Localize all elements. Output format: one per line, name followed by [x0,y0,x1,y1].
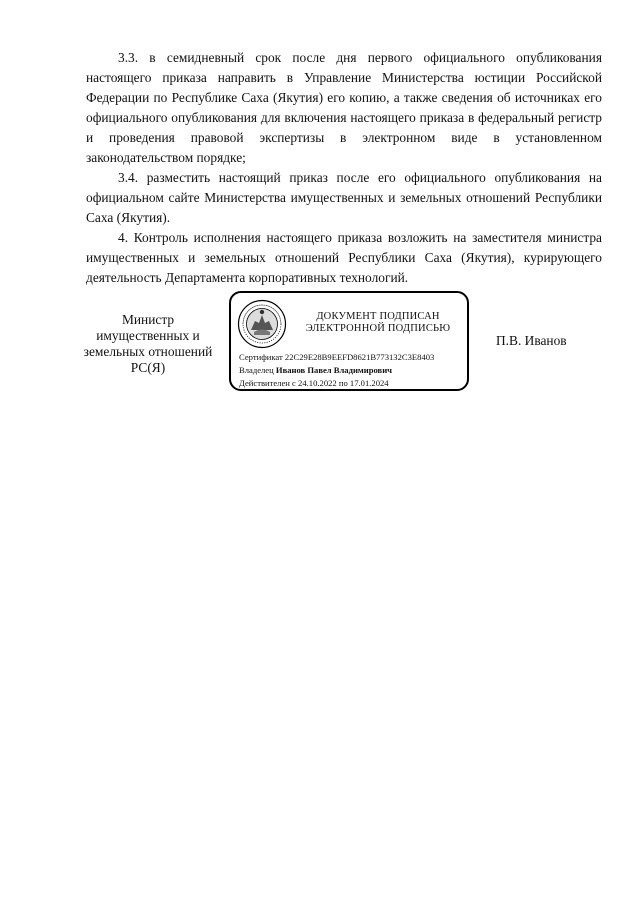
stamp-title-line: ДОКУМЕНТ ПОДПИСАН [316,311,440,322]
document-body [86,48,602,288]
position-line: Министр [121,312,175,327]
certificate-line [239,351,434,364]
signatory-name: П.В. Иванов [496,333,567,348]
paragraph-3-3: 3.3. в семидневный срок после дня первого официального опубликования настоящего приказа направить в Управление Министерства юстиции Российской Федерации по Республике Саха (Якутия) его копию, а также сведения об источниках его официального опубликования для включения настоящего приказа в федеральный регистр и проведения правовой экспертизы в электронном виде в установленном законодательством порядке; [86,50,602,165]
validity-to-word: по [338,378,348,388]
stamp-details [239,351,434,390]
owner-label: Владелец [239,365,274,375]
stamp-title-line: ЭЛЕКТРОННОЙ ПОДПИСЬЮ [305,323,451,334]
stamp-title [289,311,467,335]
paragraph-3-4: 3.4. разместить настоящий приказ после его официального опубликования на официальном сайте Министерства имущественных и земельных отношений Республики Саха (Якутия). [86,170,602,225]
position-line: земельных отношений [83,344,213,359]
validity-label: Действителен [239,378,290,388]
validity-from-word: с [292,378,296,388]
paragraph-4: 4. Контроль исполнения настоящего приказа возложить на заместителя министра имущественных и земельных отношений Республики Саха (Якутия), курирующего деятельность Департамента корпоративных технологий. [86,230,602,285]
validity-from-date: 24.10.2022 [298,378,337,388]
validity-to-date: 17.01.2024 [349,378,389,388]
coat-of-arms-icon [237,299,287,349]
signatory-position [80,312,216,376]
owner-value: Иванов Павел Владимирович [275,365,392,375]
position-line: РС(Я) [130,360,166,375]
owner-line [239,364,434,377]
position-line: имущественных и [96,328,200,343]
validity-line [239,377,434,390]
electronic-signature-stamp [229,291,469,391]
certificate-label: Сертификат [239,352,283,362]
certificate-value: 22C29E28B9EEFD8621B773132C3E8403 [284,352,435,362]
